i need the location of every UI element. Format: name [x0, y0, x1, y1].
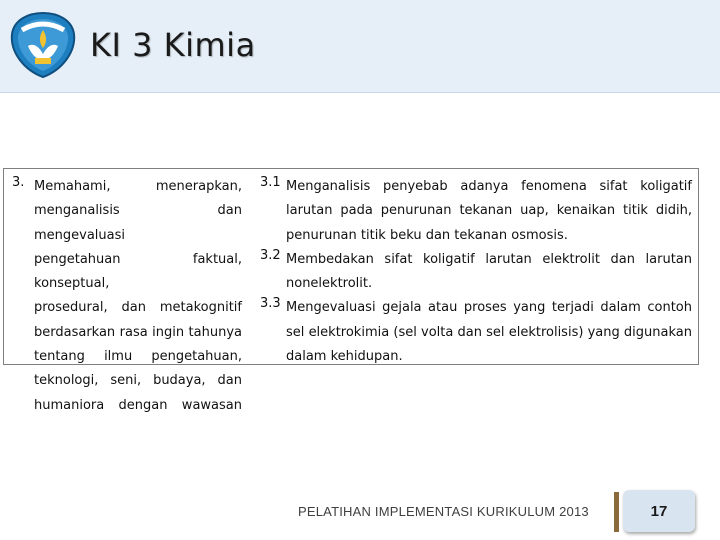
core-competency-number: 3. — [12, 175, 25, 190]
core-competency-line: Memahami, menerapkan, — [34, 179, 242, 194]
page-number: 17 — [650, 502, 668, 520]
page-title: KI 3 Kimia — [90, 26, 256, 64]
core-competency-line: berdasarkan rasa ingin tahunya — [34, 324, 242, 340]
competency-table — [3, 168, 699, 413]
competency-text: Mengevaluasi gejala atau proses yang terjadi dalam contoh sel elektrokimia (sel volta dan sel elektrolisis) yang digunakan dalam kehidupan. — [286, 300, 692, 365]
footer-divider — [614, 492, 619, 532]
core-competency-text — [34, 175, 242, 418]
tut-wuri-handayani-logo-icon — [8, 10, 78, 80]
core-competency-cell — [4, 169, 254, 413]
basic-competency-cell — [256, 175, 692, 369]
core-competency-line: pengetahuan faktual, konseptual, — [34, 251, 242, 292]
competency-item — [256, 248, 692, 297]
core-competency-line: teknologi, seni, budaya, dan — [34, 373, 242, 389]
competency-text: Membedakan sifat koligatif larutan elektrolit dan larutan nonelektrolit. — [286, 251, 692, 292]
competency-item — [256, 175, 692, 248]
core-competency-line: tentang ilmu pengetahuan, — [34, 349, 242, 365]
competency-text: Menganalisis penyebab adanya fenomena sifat koligatif larutan pada penurunan tekanan uap, kenaikan titik didih, penurunan titik beku dan tekanan osmosis. — [286, 179, 692, 243]
competency-number: 3.1 — [260, 175, 281, 190]
core-competency-line: prosedural, dan metakognitif — [34, 300, 242, 316]
page-number-badge — [623, 490, 695, 532]
competency-number: 3.3 — [260, 296, 281, 312]
competency-item — [256, 296, 692, 369]
core-competency-line: humaniora dengan wawasan — [34, 397, 242, 413]
core-competency-line: menganalisis dan mengevaluasi — [34, 203, 242, 243]
competency-number: 3.2 — [260, 247, 281, 263]
footer-label: PELATIHAN IMPLEMENTASI KURIKULUM 2013 — [298, 504, 589, 519]
